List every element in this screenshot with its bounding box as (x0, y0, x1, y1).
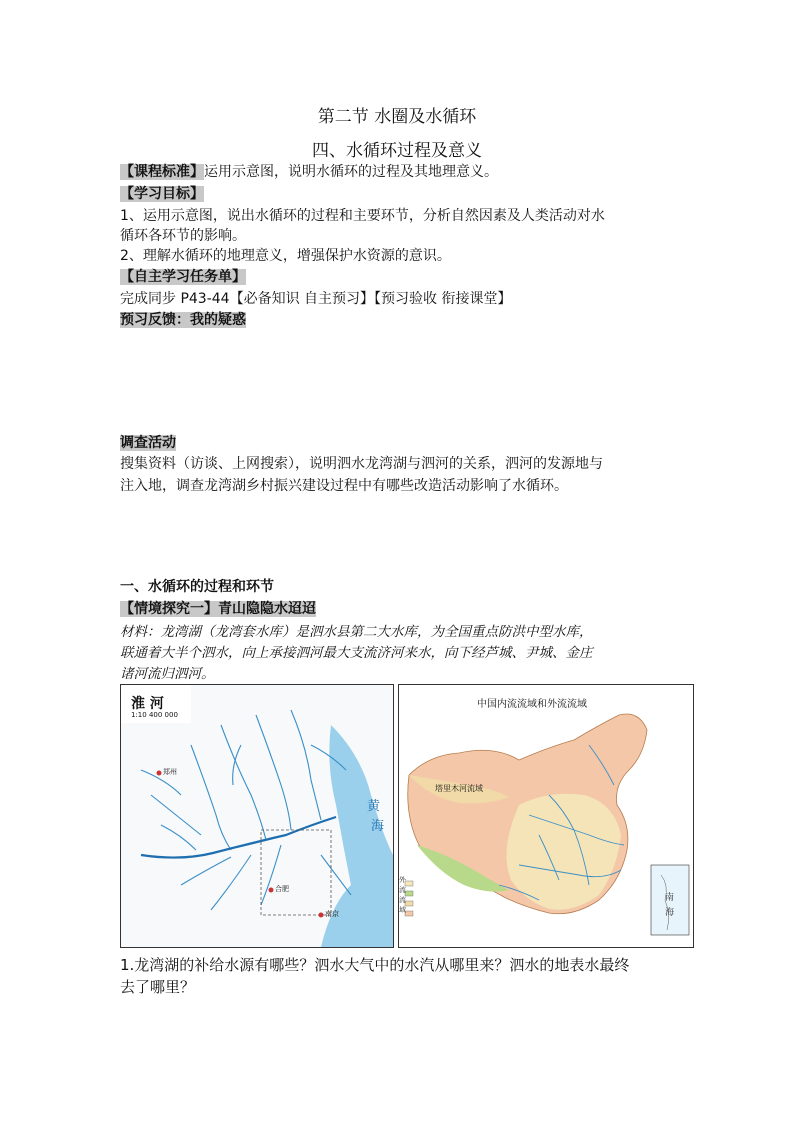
china-legend-side-3: 流 (399, 896, 406, 904)
self-study-text: 完成同步 P43-44【必备知识 自主预习】【预习验收 衔接课堂】 (120, 291, 512, 307)
section-heading: 一、水循环的过程和环节 (120, 579, 274, 595)
investigation-line: 搜集资料（访谈、上网搜索），说明泗水龙湾湖与泗河的关系，泗河的发源地与 (120, 456, 603, 472)
scenario-heading (120, 599, 316, 619)
curriculum-standard (120, 162, 498, 182)
huaihe-sea-label-1: 黄 (367, 799, 381, 814)
china-map-graphic (399, 685, 693, 947)
huaihe-map-graphic (121, 685, 393, 947)
preview-feedback-label: 预习反馈：我的疑惑 (120, 312, 246, 328)
china-sea-label-1: 南 (665, 893, 675, 903)
curriculum-standard-text: 运用示意图，说明水循环的过程及其地理意义。 (204, 164, 498, 180)
huaihe-map-scale: 1:10 400 000 (131, 711, 178, 719)
china-map-title: 中国内流流域和外流流域 (477, 699, 587, 710)
investigation-heading (120, 433, 176, 453)
huaihe-sea-label-2: 海 (371, 819, 385, 834)
learning-goal-line: 循环各环节的影响。 (120, 228, 246, 244)
material-line: 联通着大半个泗水，向上承接泗河最大支流济河来水，向下经芦城、尹城、金庄 (120, 645, 593, 661)
huaihe-map-title: 淮 河 (131, 696, 164, 712)
china-legend-side-1: 外 (399, 876, 406, 884)
china-legend-side-4: 域 (399, 906, 406, 914)
scenario-label: 【情境探究一】青山隐隐水迢迢 (120, 601, 316, 617)
learning-goals-label: 【学习目标】 (120, 186, 204, 202)
investigation-line: 注入地，调查龙湾湖乡村振兴建设过程中有哪些改造活动影响了水循环。 (120, 478, 568, 494)
curriculum-standard-label: 【课程标准】 (120, 164, 204, 180)
material-line: 材料：龙湾湖（龙湾套水库）是泗水县第二大水库，为全国重点防洪中型水库， (120, 624, 593, 640)
self-study-label: 【自主学习任务单】 (120, 269, 246, 285)
china-basin-label: 塔里木河流域 (435, 784, 483, 793)
learning-goal-line: 2、理解水循环的地理意义，增强保护水资源的意识。 (120, 248, 451, 264)
china-basin-map (398, 684, 694, 948)
question-line: 1.龙湾湖的补给水源有哪些？泗水大气中的水汽从哪里来？泗水的地表水最终 (120, 956, 630, 974)
huaihe-city-label-3: 郑州 (163, 768, 177, 776)
huaihe-river-map (120, 684, 394, 948)
material-line: 诸河流归泗河。 (120, 666, 215, 682)
learning-goal-line: 1、运用示意图，说出水循环的过程和主要环节，分析自然因素及人类活动对水 (120, 208, 605, 224)
china-legend-side-2: 流 (399, 886, 406, 894)
preview-feedback (120, 310, 246, 330)
china-sea-label-2: 海 (665, 908, 675, 918)
question-line: 去了哪里？ (120, 978, 196, 996)
document-subtitle: 四、水循环过程及意义 (312, 141, 482, 161)
investigation-label: 调查活动 (120, 435, 176, 451)
self-study-heading (120, 267, 246, 287)
learning-goals-heading (120, 184, 204, 204)
document-title: 第二节 水圈及水循环 (317, 107, 477, 127)
huaihe-city-label: 合肥 (275, 885, 289, 893)
huaihe-city-label-2: 南京 (325, 910, 339, 918)
